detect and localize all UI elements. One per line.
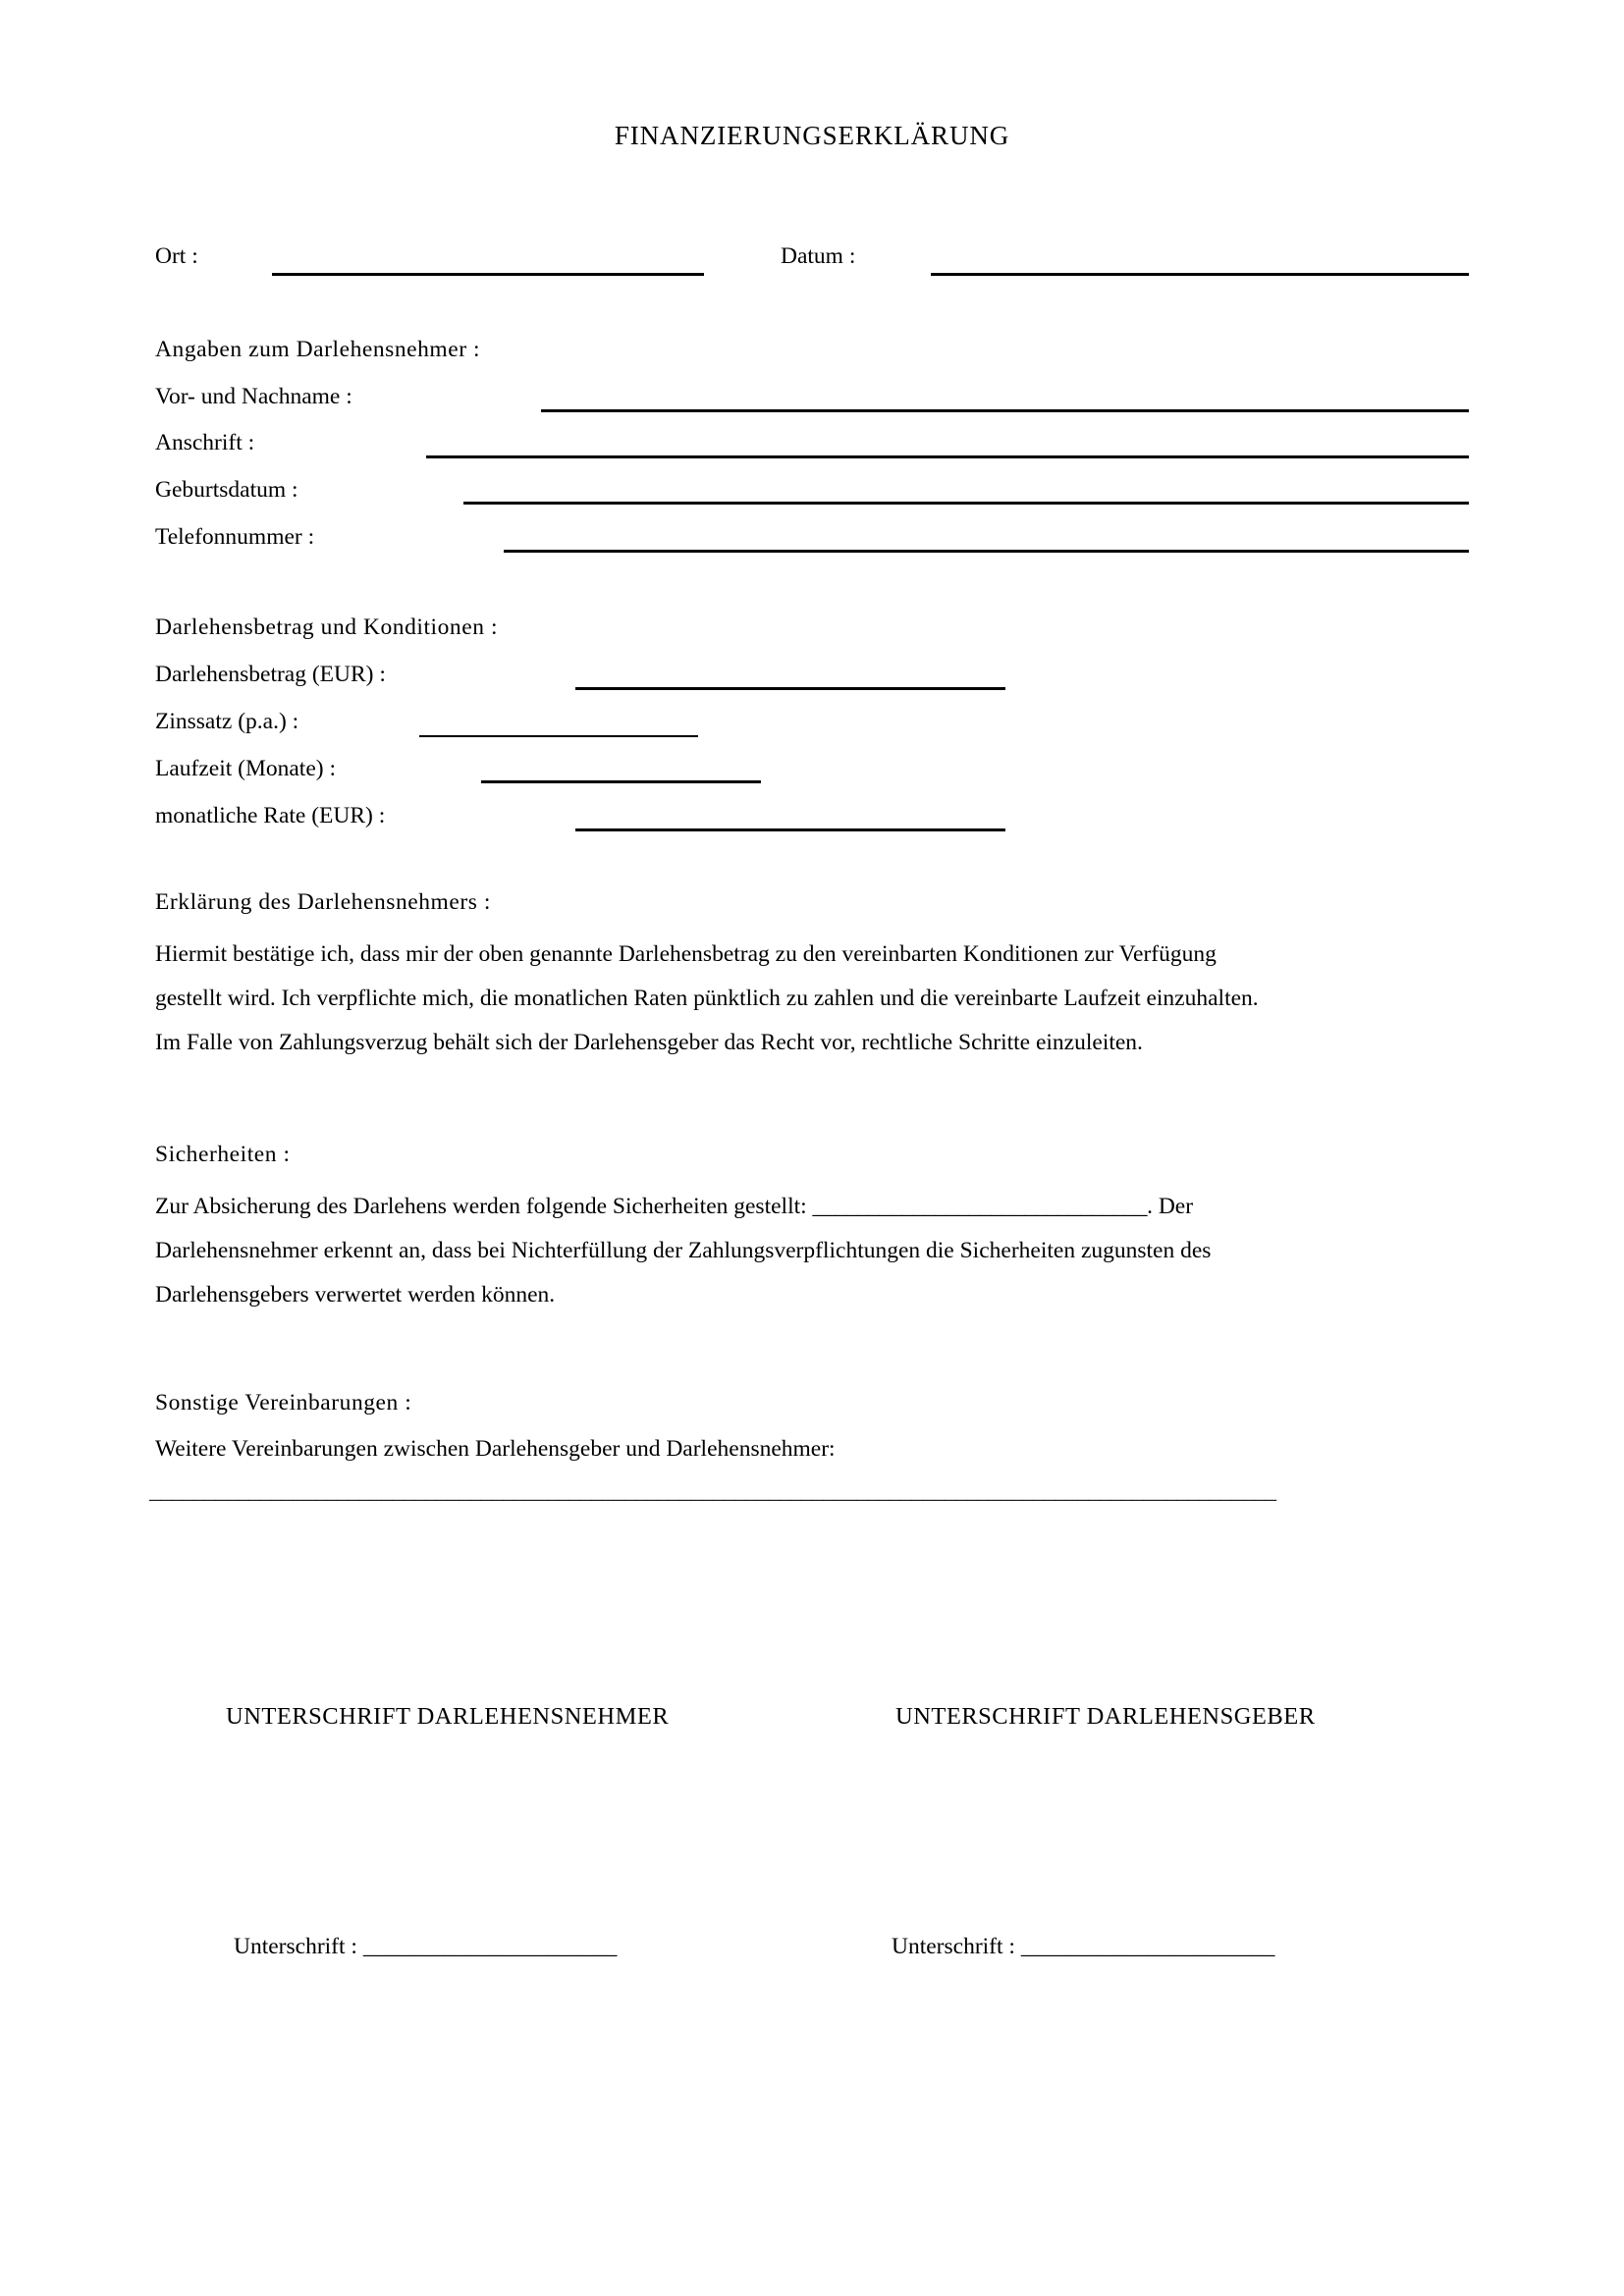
security-line-3: Darlehensgebers verwertet werden können. [155,1282,556,1308]
monthly-rate-label: monatliche Rate (EUR) : [155,803,386,828]
borrower-phone-input-rule[interactable] [504,550,1469,553]
monthly-rate-input-rule[interactable] [575,828,1005,831]
borrower-signature-heading: UNTERSCHRIFT DARLEHENSNEHMER [226,1703,670,1730]
other-agreements-line-1: Weitere Vereinbarungen zwischen Darlehensgeber und Darlehensnehmer: [155,1436,836,1462]
declaration-line-3: Im Falle von Zahlungsverzug behält sich der Darlehensgeber das Recht vor, rechtliche Schritte einzuleiten. [155,1030,1143,1055]
security-line-1 [155,1185,1471,1229]
security-collateral-blank[interactable]: ______________________________ [812,1194,1148,1219]
security-section-heading: Sicherheiten : [155,1142,291,1167]
declaration-paragraph [155,933,1471,1065]
loan-amount-label: Darlehensbetrag (EUR) : [155,662,386,687]
security-line-1-text: Zur Absicherung des Darlehens werden folgende Sicherheiten gestellt: [155,1194,813,1219]
borrower-name-label: Vor- und Nachname : [155,384,352,409]
interest-rate-label: Zinssatz (p.a.) : [155,709,299,734]
loan-section-heading: Darlehensbetrag und Konditionen : [155,614,499,640]
borrower-signature-field[interactable]: Unterschrift : ______________________ [234,1934,618,1959]
borrower-address-label: Anschrift : [155,430,255,455]
place-label: Ort : [155,243,198,269]
borrower-phone-label: Telefonnummer : [155,524,315,550]
lender-signature-field[interactable]: Unterschrift : ______________________ [892,1934,1275,1959]
interest-rate-input-rule[interactable] [419,735,698,737]
borrower-address-input-rule[interactable] [426,455,1469,458]
page-title: FINANZIERUNGSERKLÄRUNG [614,121,1010,150]
date-input-rule[interactable] [931,273,1469,276]
borrower-name-input-rule[interactable] [541,409,1469,412]
borrower-birthdate-input-rule[interactable] [463,502,1469,505]
other-agreements-blank-line[interactable]: ______________________________________________________________________________________________________ [149,1478,1276,1504]
lender-signature-heading: UNTERSCHRIFT DARLEHENSGEBER [895,1703,1316,1730]
security-line-2: Darlehensnehmer erkennt an, dass bei Nichterfüllung der Zahlungsverpflichtungen die Sicherheiten zugunsten des [155,1238,1212,1263]
borrower-birthdate-label: Geburtsdatum : [155,477,298,503]
declaration-line-1: Hiermit bestätige ich, dass mir der oben genannte Darlehensbetrag zu den vereinbarten Konditionen zur Verfügung [155,941,1217,967]
other-agreements-section-heading: Sonstige Vereinbarungen : [155,1390,412,1415]
loan-term-input-rule[interactable] [481,780,761,783]
declaration-section-heading: Erklärung des Darlehensnehmers : [155,889,491,915]
place-input-rule[interactable] [272,273,704,276]
loan-term-label: Laufzeit (Monate) : [155,756,336,781]
security-line-1-tail: . Der [1147,1194,1194,1219]
date-label: Datum : [781,243,856,269]
declaration-line-2: gestellt wird. Ich verpflichte mich, die monatlichen Raten pünktlich zu zahlen und die vereinbarte Laufzeit einzuhalten. [155,986,1259,1011]
security-paragraph [155,1185,1471,1317]
borrower-section-heading: Angaben zum Darlehensnehmer : [155,337,481,362]
loan-amount-input-rule[interactable] [575,687,1005,690]
